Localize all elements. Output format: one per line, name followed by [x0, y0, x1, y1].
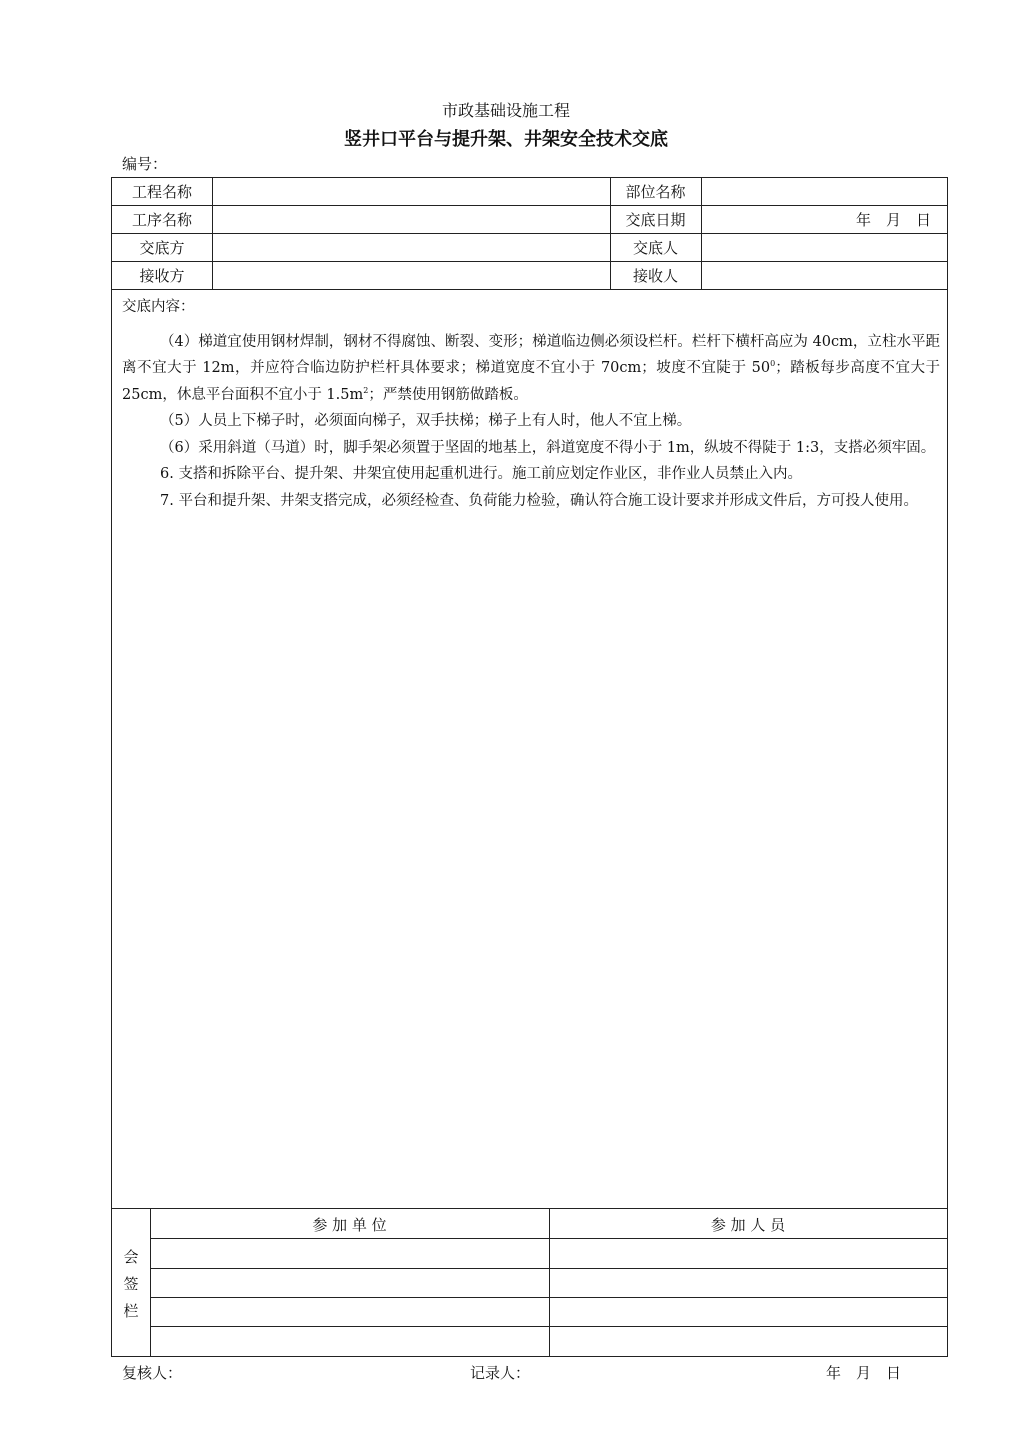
process-name-label: 工序名称: [131, 211, 192, 229]
info-row-divider: [112, 261, 947, 262]
signoff-row-divider: [150, 1297, 947, 1298]
content-paragraph-5: （5）人员上下梯子时，必须面向梯子，双手扶梯；梯子上有人时，他人不宜上梯。: [160, 413, 692, 429]
briefing-content-label: 交底内容：: [122, 299, 195, 315]
content-paragraph-6: （6）采用斜道（马道）时，脚手架必须置于坚固的地基上，斜道宽度不得小于 1m，纵坡不得陡于 1:3，支搭必须牢固。: [160, 439, 936, 456]
info-col-divider: [212, 178, 213, 290]
info-row-divider: [112, 233, 947, 234]
participating-unit-header: 参 加 单 位: [312, 1216, 387, 1234]
info-col-divider: [701, 178, 702, 290]
briefing-date-label: 交底日期: [625, 211, 686, 229]
content-item-7: 7. 平台和提升架、井架支搭完成，必须经检查、负荷能力检验，确认符合施工设计要求并形成文件后，方可投人使用。: [160, 492, 918, 509]
receiver-label: 接收人: [632, 267, 678, 285]
serial-number-label: 编号：: [122, 155, 168, 173]
content-item-6: 6. 支搭和拆除平台、提升架、井架宜使用起重机进行。施工前应划定作业区，非作业人员禁止入内。: [160, 466, 802, 482]
signoff-top-border: [112, 1208, 947, 1209]
signoff-row-divider: [150, 1326, 947, 1327]
info-table-bottom-border: [112, 289, 947, 290]
footer-date: 年 月 日: [826, 1364, 902, 1382]
recorder-label: 记录人：: [470, 1364, 531, 1382]
participating-person-header: 参 加 人 员: [710, 1216, 786, 1234]
briefing-party-label: 交底方: [139, 239, 185, 257]
part-name-label: 部位名称: [625, 183, 686, 201]
signoff-row-divider: [150, 1238, 947, 1239]
receiving-party-label: 接收方: [139, 267, 185, 285]
signoff-row-divider: [150, 1268, 947, 1269]
briefing-date-field[interactable]: 年 月 日: [856, 211, 932, 229]
form-title: 竖井口平台与提升架、井架安全技术交底: [344, 129, 668, 150]
briefing-content: [122, 294, 940, 514]
form-subtitle: 市政基础设施工程: [441, 101, 570, 120]
content-paragraph-4: （4）梯道宜使用钢材焊制，钢材不得腐蚀、断裂、变形；梯道临边侧必须设栏杆。栏杆下横杆高应为 40cm，立柱水平距离不宜大于 12m，并应符合临边防护栏杆具体要求；梯道宽度不宜小于 70cm；坡度不宜陡于 $50^0$；踏板每步高度不宜大于 25cm，休息平台面积不宜小于 $1.5m^2$；严禁使用钢筋做踏板。: [122, 333, 941, 403]
briefing-person-label: 交底人: [632, 239, 678, 257]
info-row-divider: [112, 205, 947, 206]
signoff-side-label: 会 签 栏: [123, 1248, 139, 1320]
project-name-label: 工程名称: [131, 183, 192, 201]
reviewer-label: 复核人：: [122, 1364, 183, 1382]
